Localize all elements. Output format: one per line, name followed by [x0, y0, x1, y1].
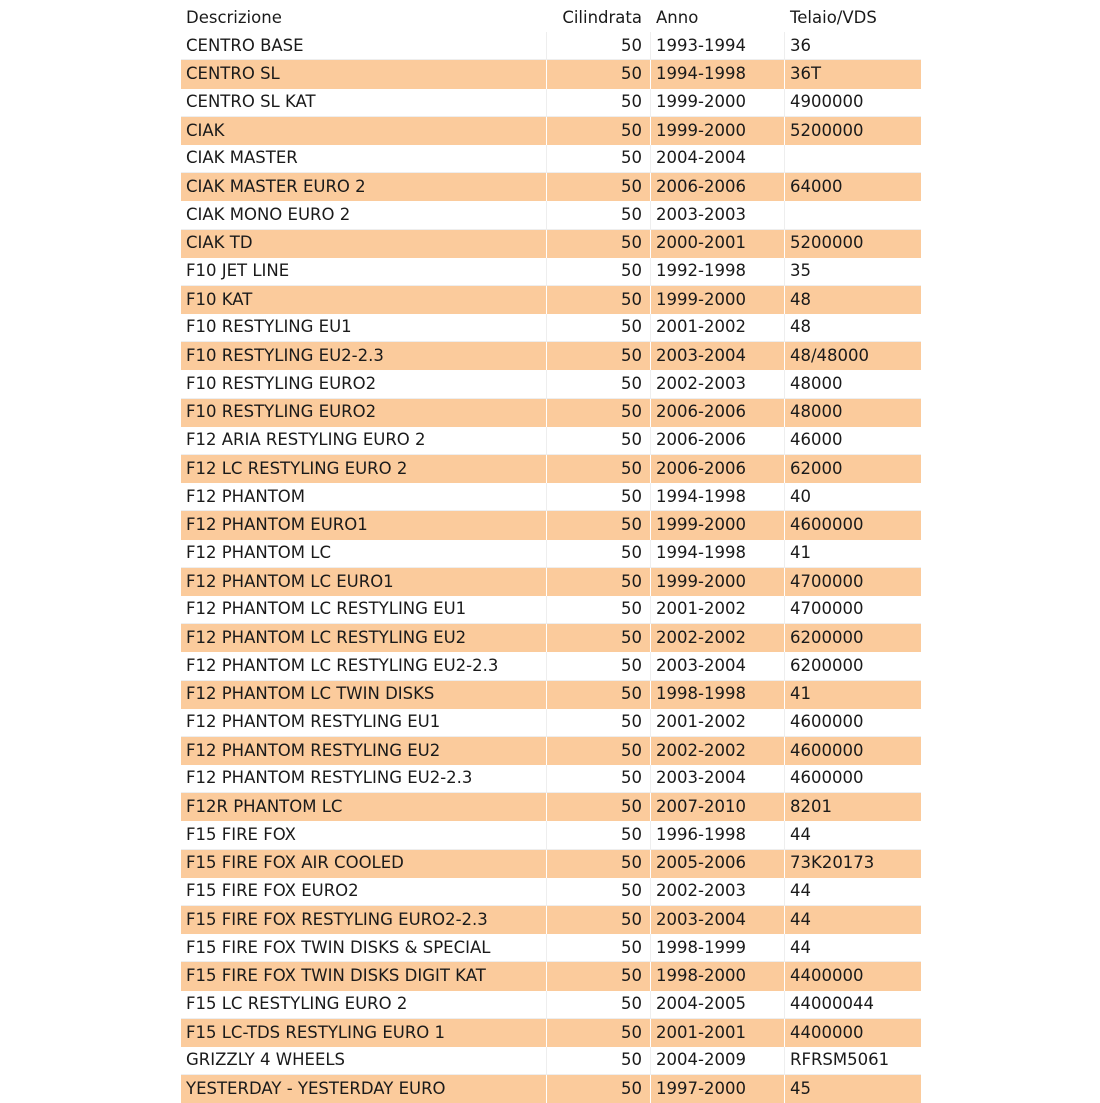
cell-telaio: 46000: [784, 427, 921, 455]
cell-descrizione: F10 RESTYLING EURO2: [181, 399, 546, 427]
cell-descrizione: F15 LC RESTYLING EURO 2: [181, 991, 546, 1019]
header-anno[interactable]: Anno: [650, 4, 784, 32]
cell-anno: 1999-2000: [650, 286, 784, 314]
cell-telaio: [784, 145, 921, 173]
table-row[interactable]: [181, 370, 921, 398]
table-row[interactable]: [181, 314, 921, 342]
cell-descrizione: CENTRO BASE: [181, 32, 546, 60]
cell-anno: 2001-2001: [650, 1019, 784, 1047]
cell-cilindrata: 50: [546, 117, 650, 145]
table-row[interactable]: [181, 427, 921, 455]
cell-telaio: 5200000: [784, 117, 921, 145]
cell-descrizione: F12 LC RESTYLING EURO 2: [181, 455, 546, 483]
cell-cilindrata: 50: [546, 1019, 650, 1047]
cell-cilindrata: 50: [546, 962, 650, 990]
cell-cilindrata: 50: [546, 370, 650, 398]
table-row[interactable]: [181, 230, 921, 258]
cell-cilindrata: 50: [546, 540, 650, 568]
table-row[interactable]: [181, 624, 921, 652]
cell-cilindrata: 50: [546, 821, 650, 849]
cell-cilindrata: 50: [546, 483, 650, 511]
table-row[interactable]: [181, 821, 921, 849]
cell-cilindrata: 50: [546, 568, 650, 596]
cell-descrizione: CIAK MONO EURO 2: [181, 201, 546, 229]
cell-cilindrata: 50: [546, 342, 650, 370]
cell-cilindrata: 50: [546, 32, 650, 60]
cell-telaio: 48/48000: [784, 342, 921, 370]
cell-telaio: [784, 201, 921, 229]
vehicle-compatibility-table: [181, 4, 921, 1103]
cell-anno: 2005-2006: [650, 850, 784, 878]
table-row[interactable]: [181, 60, 921, 88]
cell-telaio: 44: [784, 878, 921, 906]
table-row[interactable]: [181, 342, 921, 370]
table-row[interactable]: [181, 793, 921, 821]
table-row[interactable]: [181, 906, 921, 934]
cell-telaio: 48000: [784, 399, 921, 427]
table-row[interactable]: [181, 596, 921, 624]
cell-telaio: 4700000: [784, 596, 921, 624]
cell-anno: 1998-1999: [650, 934, 784, 962]
cell-cilindrata: 50: [546, 596, 650, 624]
cell-descrizione: F15 FIRE FOX TWIN DISKS DIGIT KAT: [181, 962, 546, 990]
table-row[interactable]: [181, 455, 921, 483]
cell-cilindrata: 50: [546, 455, 650, 483]
cell-descrizione: CIAK MASTER EURO 2: [181, 173, 546, 201]
cell-telaio: 4400000: [784, 1019, 921, 1047]
table-row[interactable]: [181, 32, 921, 60]
cell-anno: 1994-1998: [650, 483, 784, 511]
table-row[interactable]: [181, 117, 921, 145]
cell-descrizione: F12 PHANTOM LC TWIN DISKS: [181, 681, 546, 709]
cell-descrizione: F10 RESTYLING EU1: [181, 314, 546, 342]
cell-cilindrata: 50: [546, 878, 650, 906]
cell-telaio: 4700000: [784, 568, 921, 596]
table-row[interactable]: [181, 681, 921, 709]
header-descrizione[interactable]: Descrizione: [181, 4, 546, 32]
cell-anno: 2000-2001: [650, 230, 784, 258]
table-row[interactable]: [181, 1019, 921, 1047]
cell-telaio: 41: [784, 681, 921, 709]
cell-descrizione: YESTERDAY - YESTERDAY EURO: [181, 1075, 546, 1103]
cell-anno: 2003-2003: [650, 201, 784, 229]
cell-descrizione: F10 RESTYLING EURO2: [181, 370, 546, 398]
cell-telaio: 4400000: [784, 962, 921, 990]
cell-cilindrata: 50: [546, 991, 650, 1019]
table-row[interactable]: [181, 765, 921, 793]
cell-cilindrata: 50: [546, 314, 650, 342]
cell-descrizione: CIAK TD: [181, 230, 546, 258]
cell-telaio: 4600000: [784, 511, 921, 539]
cell-anno: 1999-2000: [650, 511, 784, 539]
cell-cilindrata: 50: [546, 934, 650, 962]
cell-telaio: 64000: [784, 173, 921, 201]
cell-anno: 2002-2002: [650, 737, 784, 765]
table-row[interactable]: [181, 709, 921, 737]
cell-descrizione: F12R PHANTOM LC: [181, 793, 546, 821]
cell-anno: 1994-1998: [650, 540, 784, 568]
table-row[interactable]: [181, 511, 921, 539]
cell-cilindrata: 50: [546, 399, 650, 427]
cell-anno: 2003-2004: [650, 342, 784, 370]
cell-descrizione: F12 PHANTOM EURO1: [181, 511, 546, 539]
cell-anno: 2006-2006: [650, 399, 784, 427]
cell-anno: 2002-2002: [650, 624, 784, 652]
cell-telaio: 6200000: [784, 624, 921, 652]
cell-descrizione: F15 FIRE FOX AIR COOLED: [181, 850, 546, 878]
cell-telaio: 73K20173: [784, 850, 921, 878]
cell-anno: 2003-2004: [650, 765, 784, 793]
cell-anno: 1994-1998: [650, 60, 784, 88]
table-row[interactable]: [181, 399, 921, 427]
cell-descrizione: F15 FIRE FOX RESTYLING EURO2-2.3: [181, 906, 546, 934]
table-row[interactable]: [181, 173, 921, 201]
cell-descrizione: F12 PHANTOM RESTYLING EU2: [181, 737, 546, 765]
table-row[interactable]: [181, 652, 921, 680]
cell-descrizione: F10 KAT: [181, 286, 546, 314]
cell-anno: 2004-2004: [650, 145, 784, 173]
cell-anno: 2003-2004: [650, 652, 784, 680]
cell-anno: 2004-2005: [650, 991, 784, 1019]
cell-telaio: 8201: [784, 793, 921, 821]
cell-telaio: 44000044: [784, 991, 921, 1019]
cell-telaio: 40: [784, 483, 921, 511]
cell-anno: 1996-1998: [650, 821, 784, 849]
cell-anno: 1999-2000: [650, 568, 784, 596]
cell-anno: 2002-2003: [650, 878, 784, 906]
cell-descrizione: CENTRO SL KAT: [181, 89, 546, 117]
cell-descrizione: F10 RESTYLING EU2-2.3: [181, 342, 546, 370]
cell-cilindrata: 50: [546, 906, 650, 934]
cell-telaio: 48: [784, 314, 921, 342]
cell-telaio: 44: [784, 906, 921, 934]
cell-telaio: 44: [784, 934, 921, 962]
table-row[interactable]: [181, 991, 921, 1019]
cell-descrizione: GRIZZLY 4 WHEELS: [181, 1047, 546, 1075]
header-telaio[interactable]: Telaio/VDS: [784, 4, 921, 32]
cell-anno: 1993-1994: [650, 32, 784, 60]
cell-anno: 1992-1998: [650, 258, 784, 286]
cell-anno: 2006-2006: [650, 427, 784, 455]
table-row[interactable]: [181, 89, 921, 117]
header-cilindrata[interactable]: Cilindrata: [546, 4, 650, 32]
cell-telaio: 36: [784, 32, 921, 60]
cell-telaio: 36T: [784, 60, 921, 88]
cell-anno: 1997-2000: [650, 1075, 784, 1103]
table-row[interactable]: [181, 201, 921, 229]
cell-cilindrata: 50: [546, 511, 650, 539]
cell-descrizione: F15 FIRE FOX: [181, 821, 546, 849]
table-row[interactable]: [181, 850, 921, 878]
cell-telaio: 5200000: [784, 230, 921, 258]
cell-descrizione: F12 PHANTOM LC RESTYLING EU2: [181, 624, 546, 652]
cell-descrizione: F15 FIRE FOX EURO2: [181, 878, 546, 906]
cell-cilindrata: 50: [546, 1075, 650, 1103]
cell-cilindrata: 50: [546, 258, 650, 286]
cell-anno: 1998-2000: [650, 962, 784, 990]
cell-telaio: 4600000: [784, 737, 921, 765]
cell-cilindrata: 50: [546, 765, 650, 793]
cell-anno: 2006-2006: [650, 455, 784, 483]
table-row[interactable]: [181, 1047, 921, 1075]
cell-cilindrata: 50: [546, 60, 650, 88]
cell-telaio: 48000: [784, 370, 921, 398]
cell-cilindrata: 50: [546, 793, 650, 821]
cell-cilindrata: 50: [546, 89, 650, 117]
cell-descrizione: F12 PHANTOM RESTYLING EU1: [181, 709, 546, 737]
cell-cilindrata: 50: [546, 230, 650, 258]
cell-anno: 2003-2004: [650, 906, 784, 934]
cell-telaio: 4900000: [784, 89, 921, 117]
cell-descrizione: F10 JET LINE: [181, 258, 546, 286]
cell-cilindrata: 50: [546, 850, 650, 878]
header-row: [181, 4, 921, 32]
cell-descrizione: F12 PHANTOM LC RESTYLING EU2-2.3: [181, 652, 546, 680]
table-row[interactable]: [181, 145, 921, 173]
cell-cilindrata: 50: [546, 145, 650, 173]
cell-anno: 1999-2000: [650, 117, 784, 145]
cell-telaio: 62000: [784, 455, 921, 483]
cell-telaio: 48: [784, 286, 921, 314]
cell-cilindrata: 50: [546, 709, 650, 737]
cell-telaio: 4600000: [784, 709, 921, 737]
cell-cilindrata: 50: [546, 427, 650, 455]
cell-anno: 1999-2000: [650, 89, 784, 117]
table-body: [181, 32, 921, 1103]
cell-descrizione: CIAK MASTER: [181, 145, 546, 173]
cell-cilindrata: 50: [546, 201, 650, 229]
cell-descrizione: F15 FIRE FOX TWIN DISKS & SPECIAL: [181, 934, 546, 962]
cell-telaio: 45: [784, 1075, 921, 1103]
cell-anno: 1998-1998: [650, 681, 784, 709]
cell-telaio: RFRSM5061: [784, 1047, 921, 1075]
table-row[interactable]: [181, 962, 921, 990]
cell-descrizione: F12 PHANTOM LC: [181, 540, 546, 568]
cell-anno: 2001-2002: [650, 709, 784, 737]
cell-descrizione: F12 PHANTOM LC RESTYLING EU1: [181, 596, 546, 624]
cell-telaio: 35: [784, 258, 921, 286]
table-row[interactable]: [181, 1075, 921, 1103]
cell-cilindrata: 50: [546, 624, 650, 652]
cell-cilindrata: 50: [546, 173, 650, 201]
cell-telaio: 6200000: [784, 652, 921, 680]
cell-telaio: 41: [784, 540, 921, 568]
table-row[interactable]: [181, 878, 921, 906]
cell-anno: 2001-2002: [650, 596, 784, 624]
cell-cilindrata: 50: [546, 737, 650, 765]
table-row[interactable]: [181, 258, 921, 286]
table-header: [181, 4, 921, 32]
cell-anno: 2006-2006: [650, 173, 784, 201]
table-row[interactable]: [181, 483, 921, 511]
cell-cilindrata: 50: [546, 286, 650, 314]
cell-descrizione: F12 PHANTOM RESTYLING EU2-2.3: [181, 765, 546, 793]
cell-cilindrata: 50: [546, 681, 650, 709]
table-row[interactable]: [181, 286, 921, 314]
cell-anno: 2002-2003: [650, 370, 784, 398]
cell-descrizione: CENTRO SL: [181, 60, 546, 88]
cell-cilindrata: 50: [546, 1047, 650, 1075]
cell-telaio: 44: [784, 821, 921, 849]
cell-descrizione: F12 PHANTOM: [181, 483, 546, 511]
cell-descrizione: CIAK: [181, 117, 546, 145]
cell-telaio: 4600000: [784, 765, 921, 793]
cell-cilindrata: 50: [546, 652, 650, 680]
cell-descrizione: F12 ARIA RESTYLING EURO 2: [181, 427, 546, 455]
table-row[interactable]: [181, 540, 921, 568]
table-row[interactable]: [181, 568, 921, 596]
table-row[interactable]: [181, 737, 921, 765]
cell-anno: 2001-2002: [650, 314, 784, 342]
cell-anno: 2007-2010: [650, 793, 784, 821]
cell-descrizione: F12 PHANTOM LC EURO1: [181, 568, 546, 596]
table-row[interactable]: [181, 934, 921, 962]
cell-descrizione: F15 LC-TDS RESTYLING EURO 1: [181, 1019, 546, 1047]
cell-anno: 2004-2009: [650, 1047, 784, 1075]
